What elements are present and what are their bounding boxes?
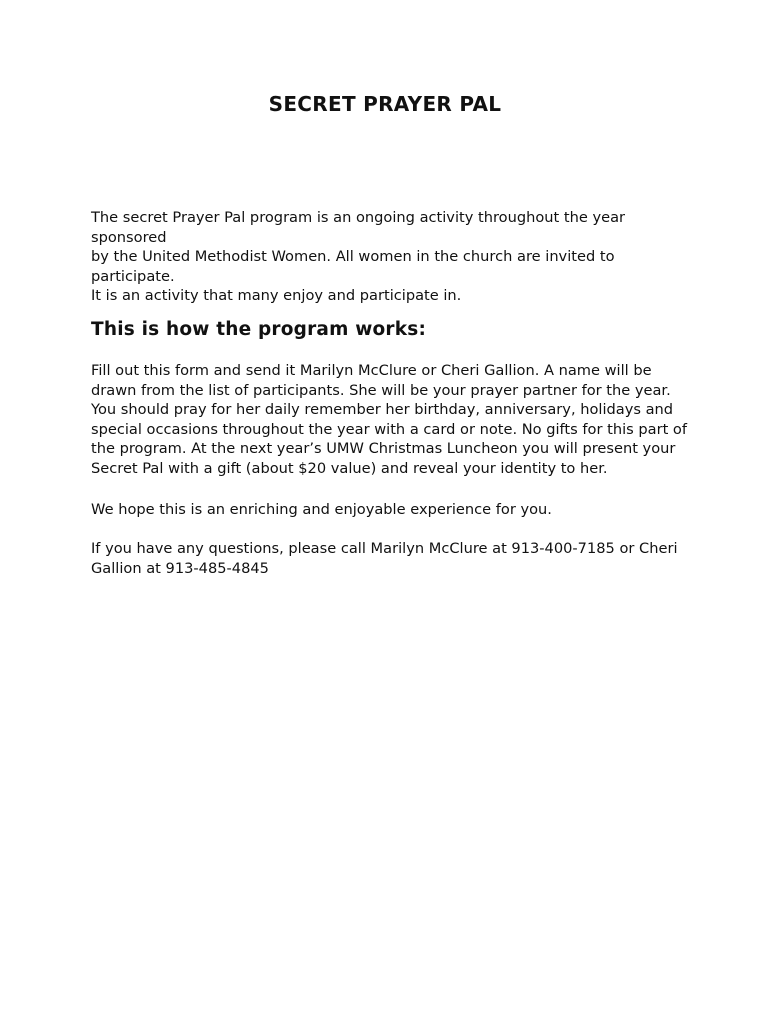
document-title: SECRET PRAYER PAL <box>268 92 502 116</box>
how-it-works-paragraph: Fill out this form and send it Marilyn McClure or Cheri Gallion. A name will be drawn from the list of participants. She will be your prayer partner for the year. You should pray for her daily remember her birthday, anniversary, holidays and special occasions throughout the year with a card or note. No gifts for this part of the program. At the next year’s UMW Christmas Luncheon you will present your Secret Pal with a gift (about $20 value) and reveal your identity to her. <box>91 362 687 477</box>
contact-paragraph: If you have any questions, please call Marilyn McClure at 913-400-7185 or Cheri Gallion at 913-485-4845 <box>91 540 678 577</box>
intro-paragraph: The secret Prayer Pal program is an ongoing activity throughout the year sponsored by the United Methodist Women. All women in the church are invited to participate. It is an activity that many enjoy and participate in. <box>91 209 626 305</box>
section-heading: This is how the program works: <box>91 319 427 340</box>
hope-paragraph: We hope this is an enriching and enjoyable experience for you. <box>91 501 552 518</box>
